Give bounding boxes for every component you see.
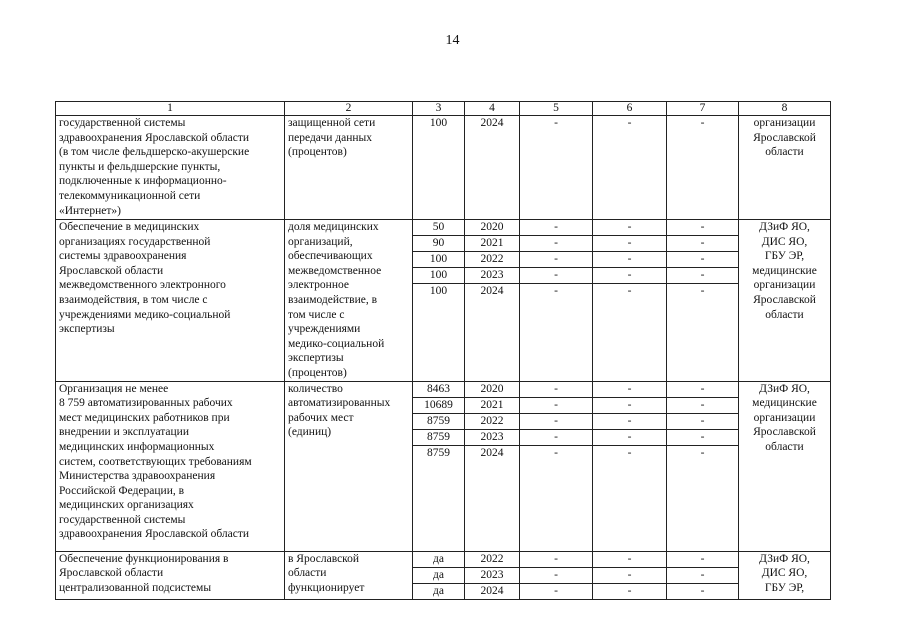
value-entry: 8759	[413, 430, 464, 446]
indicator-cell	[285, 381, 413, 551]
col6-entry: -	[593, 252, 666, 268]
value-entry: 90	[413, 236, 464, 252]
year-entry: 2023	[465, 430, 519, 446]
indicator-cell-text: количество автоматизированных рабочих мест (единиц)	[288, 382, 391, 439]
year-entry: 2024	[480, 117, 504, 129]
table-row	[56, 220, 831, 382]
value-entry: 50	[413, 220, 464, 236]
col7-entry: -	[667, 268, 738, 284]
col7-entry: -	[667, 252, 738, 268]
col7-entry: -	[667, 414, 738, 430]
value-entry: 100	[429, 117, 448, 129]
value-entry: 8759	[413, 414, 464, 430]
col6-entry: -	[593, 398, 666, 414]
table-header-row	[56, 102, 831, 116]
col5-entry: -	[520, 252, 592, 268]
col7-entry: -	[667, 430, 738, 446]
year-entry: 2023	[465, 268, 519, 284]
col5-entry: -	[520, 552, 592, 568]
col6-entry: -	[627, 117, 632, 129]
col5-entry: -	[520, 220, 592, 236]
col5-cell	[520, 381, 593, 551]
col6-entry: -	[593, 220, 666, 236]
col7-entry: -	[700, 584, 705, 597]
responsible-cell	[739, 220, 831, 382]
col7-cell	[667, 551, 739, 599]
header-col-1: 1	[56, 102, 285, 116]
col5-cell	[520, 220, 593, 382]
value-entry: 10689	[413, 398, 464, 414]
activity-name-cell-text: Организация не менее 8 759 автоматизированных рабочих мест медицинских работников при внедрении и эксплуатации медицинских информационных систем, соответствующих требованиям Министерства здравоохранения Российской Федерации, в медицинских организациях государственной системы здравоохранения Ярославской области	[59, 382, 252, 541]
year-entry: 2024	[480, 285, 504, 297]
col7-entry: -	[667, 220, 738, 236]
col7-entry: -	[667, 568, 738, 584]
activity-name-cell-text: государственной системы здравоохранения Ярославской области (в том числе фельдшерско-акушерские пункты и фельдшерские пункты, подключенные к информационно- телекоммуникационной сети «Интернет»)	[59, 117, 250, 217]
col7-entry: -	[667, 236, 738, 252]
indicator-cell-text: доля медицинских организаций, обеспечивающих межведомственное электронное взаимодействие, в том числе с учреждениями медико-социальной экспертизы (процентов)	[288, 221, 385, 379]
activity-name-cell	[56, 220, 285, 382]
col6-cell	[593, 381, 667, 551]
col6-cell	[593, 551, 667, 599]
indicator-cell-text: защищенной сети передачи данных (процентов)	[288, 117, 376, 159]
col6-cell	[593, 116, 667, 220]
value-entry: 100	[413, 268, 464, 284]
col7-cell	[667, 381, 739, 551]
value-entry: да	[413, 552, 464, 568]
value-entry: 8463	[413, 382, 464, 398]
col6-cell	[593, 220, 667, 382]
col7-entry: -	[700, 117, 705, 129]
table-row	[56, 116, 831, 220]
year-entry: 2020	[465, 382, 519, 398]
responsible-cell-text: организации Ярославской области	[753, 117, 816, 159]
col5-cell	[520, 116, 593, 220]
col5-entry: -	[520, 398, 592, 414]
responsible-cell	[739, 551, 831, 599]
col7-cell	[667, 220, 739, 382]
value-cell	[413, 220, 465, 382]
col5-entry: -	[554, 117, 558, 129]
col5-entry: -	[520, 430, 592, 446]
year-entry: 2020	[465, 220, 519, 236]
table-row	[56, 551, 831, 599]
indicator-cell	[285, 116, 413, 220]
program-table	[55, 101, 831, 600]
header-col-3: 3	[413, 102, 465, 116]
col6-entry: -	[593, 552, 666, 568]
year-entry: 2021	[465, 236, 519, 252]
value-cell	[413, 116, 465, 220]
col7-entry: -	[667, 398, 738, 414]
col6-entry: -	[627, 446, 632, 459]
responsible-cell	[739, 381, 831, 551]
col6-entry: -	[593, 268, 666, 284]
table-row	[56, 381, 831, 551]
header-col-7: 7	[667, 102, 739, 116]
col7-entry: -	[667, 552, 738, 568]
col5-entry: -	[520, 236, 592, 252]
value-entry: 100	[429, 285, 448, 297]
col5-entry: -	[520, 568, 592, 584]
indicator-cell	[285, 551, 413, 599]
value-cell	[413, 381, 465, 551]
col6-entry: -	[593, 430, 666, 446]
indicator-cell-text: в Ярославской области функционирует	[288, 552, 365, 594]
year-entry: 2021	[465, 398, 519, 414]
col5-entry: -	[554, 446, 558, 459]
activity-name-cell	[56, 116, 285, 220]
col7-entry: -	[700, 446, 705, 459]
header-col-8: 8	[739, 102, 831, 116]
year-entry: 2023	[465, 568, 519, 584]
year-cell	[465, 381, 520, 551]
col7-entry: -	[667, 382, 738, 398]
col5-cell	[520, 551, 593, 599]
col5-entry: -	[554, 285, 558, 297]
year-entry: 2022	[465, 552, 519, 568]
year-entry: 2024	[480, 446, 504, 459]
activity-name-cell	[56, 551, 285, 599]
header-col-6: 6	[593, 102, 667, 116]
value-entry: 8759	[427, 446, 450, 459]
value-entry: да	[413, 568, 464, 584]
page-number: 14	[445, 33, 460, 48]
year-entry: 2022	[465, 252, 519, 268]
year-entry: 2022	[465, 414, 519, 430]
activity-name-cell-text: Обеспечение функционирования в Ярославской области централизованной подсистемы	[59, 552, 229, 594]
col6-entry: -	[593, 382, 666, 398]
header-col-4: 4	[465, 102, 520, 116]
col5-entry: -	[520, 414, 592, 430]
col5-entry: -	[520, 268, 592, 284]
col6-entry: -	[593, 414, 666, 430]
year-entry: 2024	[480, 584, 504, 597]
year-cell	[465, 220, 520, 382]
header-col-2: 2	[285, 102, 413, 116]
col6-entry: -	[593, 568, 666, 584]
value-entry: да	[433, 584, 444, 597]
activity-name-cell	[56, 381, 285, 551]
header-col-5: 5	[520, 102, 593, 116]
col5-entry: -	[554, 584, 558, 597]
year-cell	[465, 551, 520, 599]
col7-entry: -	[700, 285, 705, 297]
col5-entry: -	[520, 382, 592, 398]
col7-cell	[667, 116, 739, 220]
col6-entry: -	[627, 285, 632, 297]
year-cell	[465, 116, 520, 220]
responsible-cell-text: ДЗиФ ЯО, медицинские организации Ярославской области	[752, 382, 817, 453]
responsible-cell	[739, 116, 831, 220]
col6-entry: -	[627, 584, 632, 597]
col6-entry: -	[593, 236, 666, 252]
responsible-cell-text: ДЗиФ ЯО, ДИС ЯО, ГБУ ЭР,	[759, 552, 810, 594]
activity-name-cell-text: Обеспечение в медицинских организациях государственной системы здравоохранения Ярославской области межведомственного электронного взаимодействия, в том числе с учреждениями медико-социальной экспертизы	[59, 221, 231, 336]
responsible-cell-text: ДЗиФ ЯО, ДИС ЯО, ГБУ ЭР, медицинские организации Ярославской области	[752, 221, 817, 321]
value-entry: 100	[413, 252, 464, 268]
value-cell	[413, 551, 465, 599]
indicator-cell	[285, 220, 413, 382]
